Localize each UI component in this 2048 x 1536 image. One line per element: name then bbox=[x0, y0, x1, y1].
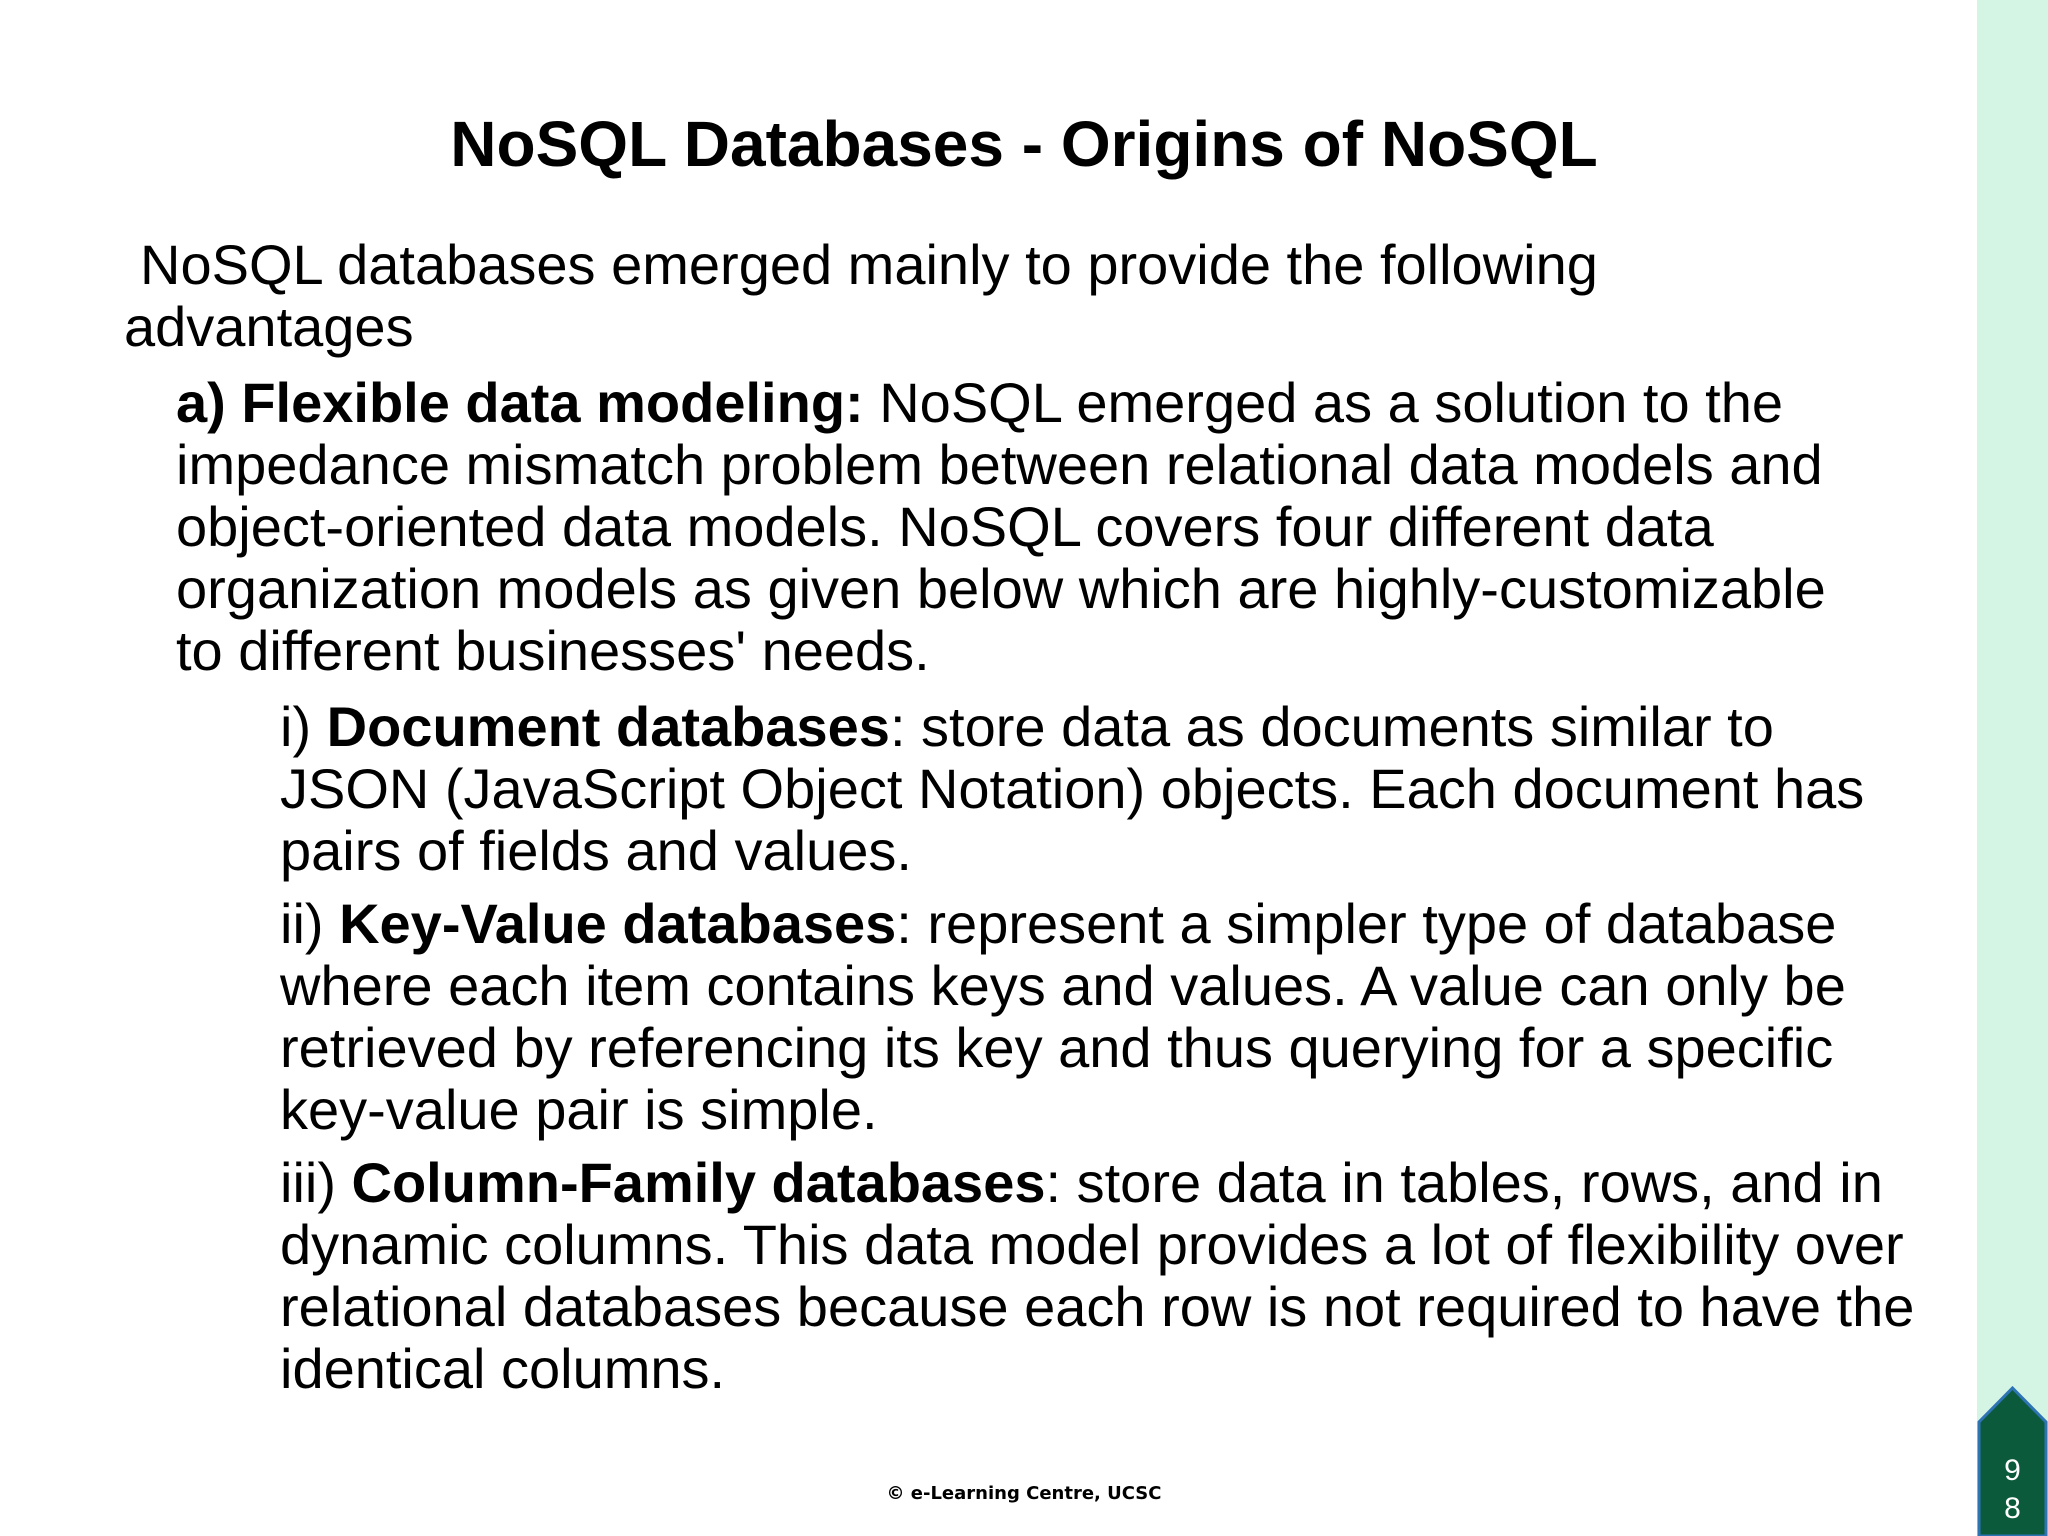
page-number-digit-2: 8 bbox=[2004, 1492, 2021, 1525]
point-a-text: NoSQL emerged as a solution to the impedance mismatch problem between relational data models and object-oriented data models. NoSQL covers four different data organization models as given below which are highly-customizable to different businesses' needs. bbox=[176, 371, 1826, 682]
sub-point-prefix: iii) bbox=[280, 1151, 352, 1214]
sub-point-key-value-databases bbox=[280, 893, 1920, 1141]
sub-point-text: : represent a simpler type of database where each item contains keys and values. A value can only be retrieved by referencing its key and thus querying for a specific key-value pair is simple. bbox=[280, 892, 1846, 1141]
side-band bbox=[1977, 0, 2048, 1536]
sub-point-text: : store data as documents similar to JSON (JavaScript Object Notation) objects. Each document has pairs of fields and values. bbox=[280, 695, 1865, 882]
page-number-digit-1: 9 bbox=[2004, 1454, 2021, 1487]
sub-point-text: : store data in tables, rows, and in dynamic columns. This data model provides a lot of flexibility over relational databases because each row is not required to have the identical columns. bbox=[280, 1151, 1915, 1400]
footer-copyright: © e-Learning Centre, UCSC bbox=[886, 1483, 1162, 1504]
sub-point-label: Key-Value databases bbox=[339, 892, 897, 955]
intro-paragraph bbox=[124, 234, 1684, 358]
sub-point-label: Column-Family databases bbox=[351, 1151, 1046, 1214]
sub-point-prefix: i) bbox=[280, 695, 327, 758]
page-number bbox=[1977, 1452, 2048, 1528]
sub-point-column-family-databases bbox=[280, 1152, 1920, 1400]
page-number-badge bbox=[1977, 1386, 2048, 1536]
point-a-label: a) Flexible data modeling: bbox=[176, 371, 864, 434]
slide-title: NoSQL Databases - Origins of NoSQL bbox=[450, 108, 1598, 180]
intro-line-2: advantages bbox=[124, 295, 414, 358]
sub-point-document-databases bbox=[280, 696, 1920, 882]
point-flexible-data-modeling bbox=[176, 372, 1876, 682]
sub-point-prefix: ii) bbox=[280, 892, 340, 955]
intro-line-1: NoSQL databases emerged mainly to provide the following bbox=[140, 233, 1598, 296]
sub-point-label: Document databases bbox=[326, 695, 890, 758]
